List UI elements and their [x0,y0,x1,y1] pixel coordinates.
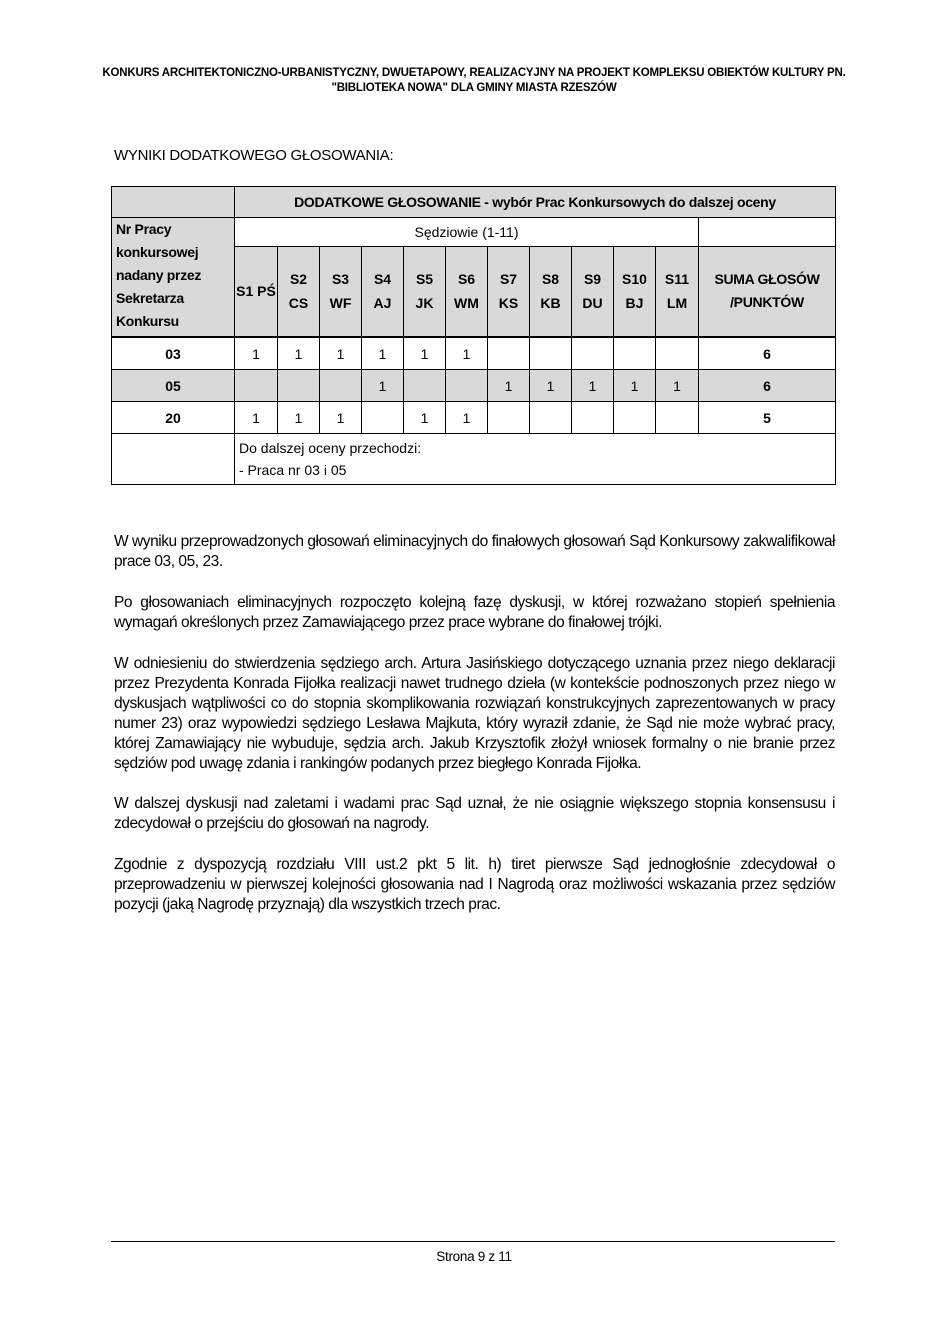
vote-cell: 1 [320,402,362,434]
judge-header-s2 [278,246,320,337]
judge-header-s3 [320,246,362,337]
judge-initials: BJ [625,295,644,312]
vote-cell: 1 [235,337,278,370]
nr-header-line-5: Konkursu [116,313,179,329]
vote-cell [235,370,278,402]
nr-header-line-2: konkursowej [116,244,199,260]
vote-cell [572,337,614,370]
judge-header-s1 [235,246,278,337]
note-line-2: - Praca nr 03 i 05 [239,462,347,478]
vote-cell [488,402,530,434]
paragraph-3: W odniesieniu do stwierdzenia sędziego arch. Artura Jasińskiego dotyczącego uznania przez niego deklaracji przez Prezydenta Konrada Fijołka realizacji nawet trudnego dzieła (w kontekście podnoszonych przez niego w dyskusjach wątpliwości co do stopnia skomplikowania rozwiązań konstrukcyjnych zaprezentowanych w pracy numer 23) oraz wypowiedzi sędziego Lesława Majkuta, który wyraził zdanie, że Sąd nie może wybrać pracy, której Zamawiający nie wybuduje, sędzia arch. Jakub Krzysztofik złożył wniosek formalny o nie branie przez sędziów pod uwagę zdania i rankingów podanych przez biegłego Konrada Fijołka. [114,655,835,772]
judge-id: S11 [664,271,690,288]
document-header [0,66,948,96]
table-row-03 [112,337,836,370]
judge-id: S2 [289,271,308,288]
vote-cell: 1 [446,337,488,370]
table-row-20 [112,402,836,434]
vote-cell [656,402,699,434]
vote-cell [446,370,488,402]
table-row-05 [112,370,836,402]
work-number: 20 [112,402,235,434]
judge-header-s11 [656,246,699,337]
judge-initials: AJ [373,295,392,312]
vote-cell: 1 [278,402,320,434]
judge-id: S1 [236,283,254,300]
judge-initials: PŚ [257,283,276,300]
judge-header-s10 [614,246,656,337]
table-note-row [112,434,836,485]
vote-cell: 1 [614,370,656,402]
paragraph-1: W wyniku przeprowadzonych głosowań eliminacyjnych do finałowych głosowań Sąd Konkursowy zakwalifikował prace 03, 05, 23. [114,533,835,570]
vote-cell [572,402,614,434]
judge-id: S6 [457,271,476,288]
judge-id: S10 [622,271,647,288]
footer-divider [111,1241,835,1242]
vote-cell: 1 [530,370,572,402]
vote-cell [320,370,362,402]
header-line-1: KONKURS ARCHITEKTONICZNO-URBANISTYCZNY, DWUETAPOWY, REALIZACYJNY NA PROJEKT KOMPLEKSU OBIEKTÓW KULTURY PN. [102,67,846,79]
judge-initials: CS [288,295,309,312]
vote-cell [614,402,656,434]
vote-cell [404,370,446,402]
judge-id: S4 [373,271,392,288]
work-number: 05 [112,370,235,402]
vote-cell [530,402,572,434]
vote-cell: 1 [656,370,699,402]
nr-header-line-1: Nr Pracy [116,221,172,237]
vote-cell [530,337,572,370]
judge-id: S9 [583,271,602,288]
vote-sum: 6 [699,370,836,402]
judge-id: S8 [541,271,560,288]
vote-cell: 1 [362,370,404,402]
judge-header-s8 [530,246,572,337]
vote-cell: 1 [488,370,530,402]
vote-cell: 1 [404,337,446,370]
judge-header-s6 [446,246,488,337]
vote-cell: 1 [572,370,614,402]
judges-subheader: Sędziowie (1-11) [235,218,699,247]
note-left-empty [112,434,235,485]
vote-cell: 1 [235,402,278,434]
sum-header [699,246,836,337]
nr-pracy-header [112,218,235,338]
table-note [235,434,836,485]
judge-header-s9 [572,246,614,337]
vote-cell: 1 [446,402,488,434]
nr-header-line-3: nadany przez [116,267,202,283]
vote-cell [278,370,320,402]
table-title-row [112,187,836,218]
judge-id: S7 [499,271,518,288]
judge-header-s7 [488,246,530,337]
judge-initials: WF [329,295,352,312]
vote-cell [656,337,699,370]
section-title: WYNIKI DODATKOWEGO GŁOSOWANIA: [114,147,394,164]
judge-header-s4 [362,246,404,337]
vote-sum: 6 [699,337,836,370]
judge-initials: KS [498,295,519,312]
vote-cell [488,337,530,370]
vote-sum: 5 [699,402,836,434]
page-number: Strona 9 z 11 [436,1249,512,1264]
paragraph-4: W dalszej dyskusji nad zaletami i wadami prac Sąd uznał, że nie osiągnie większego stopnia konsensusu i zdecydował o przejściu do głosowań na nagrody. [114,795,835,832]
judge-initials: LM [666,295,688,312]
sum-header-line-2: /PUNKTÓW [730,294,804,311]
sum-header-line-1: SUMA GŁOSÓW [714,271,820,288]
note-line-1: Do dalszej oceny przechodzi: [239,440,422,456]
judge-initials: WM [454,295,479,312]
vote-cell: 1 [362,337,404,370]
judge-id: S5 [415,271,434,288]
judge-initials: DU [582,295,603,312]
vote-cell [362,402,404,434]
vote-cell [614,337,656,370]
judge-initials: KB [540,295,561,312]
sum-subheader-empty [699,218,836,247]
judge-initials: JK [415,295,434,312]
table-title: DODATKOWE GŁOSOWANIE - wybór Prac Konkursowych do dalszej oceny [235,187,836,218]
title-left-cell [112,187,235,218]
work-number: 03 [112,337,235,370]
vote-cell: 1 [278,337,320,370]
voting-results-table [111,186,836,485]
vote-cell: 1 [404,402,446,434]
table-subheader-row [112,218,836,247]
judge-header-s5 [404,246,446,337]
vote-cell: 1 [320,337,362,370]
nr-header-line-4: Sekretarza [116,290,184,306]
paragraph-5: Zgodnie z dyspozycją rozdziału VIII ust.2 pkt 5 lit. h) tiret pierwsze Sąd jednogłośnie zdecydował o przeprowadzeniu w pierwszej kolejności głosowania nad I Nagrodą oraz możliwości wskazania przez sędziów pozycji (jaką Nagrodę przyznają) dla wszystkich trzech prac. [114,856,835,913]
header-line-2: "BIBLIOTEKA NOWA" DLA GMINY MIASTA RZESZÓW [331,82,617,94]
judge-id: S3 [331,271,350,288]
paragraph-2: Po głosowaniach eliminacyjnych rozpoczęto kolejną fazę dyskusji, w której rozważano stopień spełnienia wymagań określonych przez Zamawiającego przez prace wybrane do finałowej trójki. [114,594,835,631]
